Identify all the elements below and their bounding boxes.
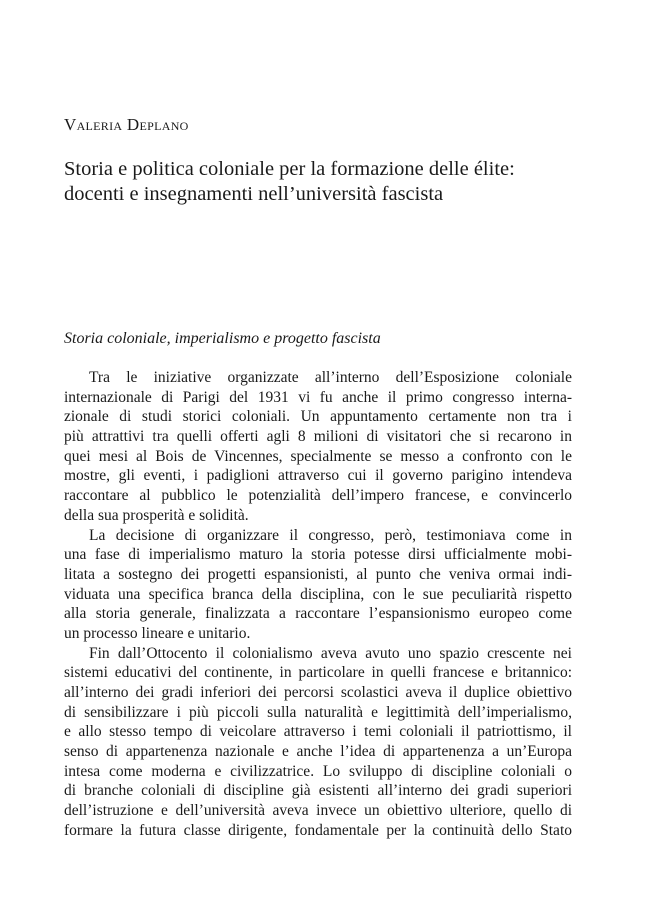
- text-line: alla storia generale, finalizzata a raccontare l’espansionismo europeo come: [64, 605, 572, 623]
- article-body: [64, 368, 572, 841]
- text-line: più attrattivi tra quelli offerti agli 8 milioni di visitatori che si recarono in: [64, 428, 572, 446]
- text-line: di branche coloniali di discipline già esistenti all’interno dei gradi superiori: [64, 782, 572, 800]
- title-line-1: Storia e politica coloniale per la formazione delle élite:: [64, 158, 515, 180]
- paragraph-1: [64, 368, 572, 526]
- text-line: intesa come moderna e civilizzatrice. Lo sviluppo di discipline coloniali o: [64, 762, 572, 780]
- text-line: Fin dall’Ottocento il colonialismo aveva avuto uno spazio crescente nei: [89, 644, 572, 662]
- text-line: della sua prosperità e solidità.: [64, 506, 249, 524]
- text-line: internazionale di Parigi del 1931 vi fu anche il primo congresso interna-: [64, 388, 572, 406]
- text-line: viduata una specifica branca della disciplina, con le sue peculiarità rispetto: [64, 585, 572, 603]
- text-line: La decisione di organizzare il congresso, però, testimoniava come in: [89, 526, 572, 544]
- text-line: quei mesi al Bois de Vincennes, specialmente se messo a confronto con le: [64, 447, 572, 465]
- text-line: litata a sostegno dei progetti espansionisti, al punto che veniva ormai indi-: [64, 565, 572, 583]
- text-line: zionale di studi storici coloniali. Un appuntamento certamente non tra i: [64, 408, 572, 426]
- text-line: raccontare al pubblico le potenzialità dell’impero francese, e convincerlo: [64, 487, 572, 505]
- paragraph-2: [64, 526, 572, 644]
- section-heading: Storia coloniale, imperialismo e progetto fascista: [64, 330, 381, 347]
- text-line: formare la futura classe dirigente, fondamentale per la continuità dello Stato: [64, 821, 572, 839]
- title-line-2: docenti e insegnamenti nell’università fascista: [64, 183, 444, 205]
- paragraph-3: [64, 644, 572, 841]
- article-title: [64, 157, 572, 207]
- text-line: sistemi educativi del continente, in particolare in quelli francese e britannico:: [64, 664, 572, 682]
- text-line: una fase di imperialismo maturo la storia potesse dirsi ufficialmente mobi-: [64, 546, 572, 564]
- text-line: mostre, gli eventi, i padiglioni attraverso cui il governo parigino intendeva: [64, 467, 572, 485]
- text-line: un processo lineare e unitario.: [64, 624, 251, 642]
- text-line: all’interno dei gradi inferiori dei percorsi scolastici aveva il duplice obiettivo: [64, 684, 572, 701]
- text-line: Tra le iniziative organizzate all’interno dell’Esposizione coloniale: [89, 369, 572, 386]
- text-line: e allo stesso tempo di veicolare attraverso i temi coloniali il patriottismo, il: [64, 723, 572, 741]
- text-line: dell’istruzione e dell’università aveva invece un obiettivo ulteriore, quello di: [64, 802, 572, 820]
- text-line: senso di appartenenza nazionale e anche l’idea di appartenenza a un’Europa: [64, 743, 572, 761]
- author-name: Valeria Deplano: [64, 115, 189, 134]
- text-line: di sensibilizzare i più piccoli sulla naturalità e legittimità dell’imperialismo,: [64, 703, 572, 721]
